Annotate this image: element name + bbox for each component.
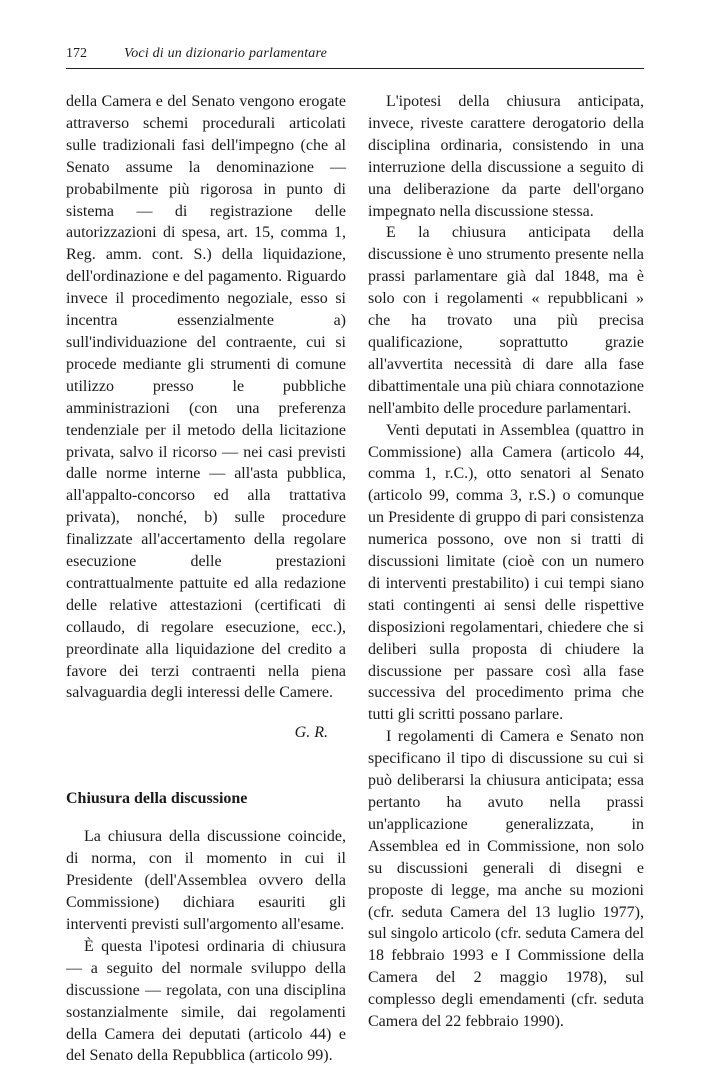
paragraph: della Camera e del Senato vengono erogate attraverso schemi procedurali articolati sulle tradizionali fasi dell'impegno (che al Senato assume la denominazione — probabilmente più rigorosa in punto di sistema — di registrazione delle autorizzazioni di spesa, art. 15, comma 1, Reg. amm. cont. S.) della liquidazione, dell'ordinazione e del pagamento. Riguardo invece il procedimento negoziale, esso si incentra essenzialmente a) sull'individuazione del contraente, cui si procede mediante gli strumenti di comune utilizzo presso le pubbliche amministrazioni (con una preferenza tendenziale per il metodo della licitazione privata, salvo il ricorso — nei casi previsti dalle norme interne — all'asta pubblica, all'appalto-concorso ed alla trattativa privata), nonché, b) sulle procedure finalizzate all'accertamento della regolare esecuzione delle prestazioni contrattualmente pattuite ed alla redazione delle relative attestazioni (certificati di collaudo, di regolare esecuzione, ecc.), preordinate alla liquidazione del credito a favore dei terzi contraenti nella piena salvaguardia degli interessi delle Camere. (66, 93, 346, 702)
right-column (368, 91, 644, 1033)
section-title: Chiusura della discussione (66, 790, 248, 808)
paragraph: L'ipotesi della chiusura anticipata, invece, riveste carattere derogatorio della disciplina ordinaria, consistendo in una interruzione della discussione a seguito di una deliberazione da parte dell'organo impegnato nella discussione stessa. (368, 93, 644, 220)
running-title: Voci di un dizionario parlamentare (124, 46, 328, 61)
paragraph: È questa l'ipotesi ordinaria di chiusura — a seguito del normale sviluppo della discussione — regolata, con una disciplina sostanzialmente simile, dai regolamenti della Camera dei deputati (articolo 44) e del Senato della Repubblica (articolo 99). (66, 937, 346, 1065)
author-signature: G. R. (294, 724, 328, 742)
paragraph: I regolamenti di Camera e Senato non specificano il tipo di discussione su cui si può deliberarsi la chiusura anticipata; essa pertanto ha avuto nella prassi un'applicazione generalizzata, in Assemblea ed in Commissione, non solo su discussioni generali di disegni e proposte di legge, ma anche su mozioni (cfr. seduta Camera del 13 luglio 1977), sul singolo articolo (cfr. seduta Camera del 18 febbraio 1993 e I Commissione della Camera del 2 maggio 1978), sul complesso degli emendamenti (cfr. seduta Camera del 22 febbraio 1990). (368, 728, 644, 1031)
running-header (66, 46, 644, 69)
paragraph: Venti deputati in Assemblea (quattro in Commissione) alla Camera (articolo 44, comma 1, r.C.), otto senatori al Senato (articolo 99, comma 3, r.S.) o comunque un Presidente di gruppo di pari consistenza numerica possono, ove non si tratti di discussioni limitate (cioè con un numero di interventi prestabilito) i cui tempi siano stati contingenti ai sensi delle rispettive disposizioni regolamentari, chiedere che si deliberi sulla proposta di chiudere la discussione per passare così alla fase successiva del procedimento prima che tutti gli scritti possano parlare. (368, 421, 644, 724)
page-number: 172 (66, 46, 87, 61)
paragraph: La chiusura della discussione coincide, di norma, con il momento in cui il Presidente (dell'Assemblea ovvero della Commissione) dichiara esauriti gli interventi previsti sull'argomento all'esame. (66, 828, 346, 933)
left-column (66, 91, 346, 1067)
paragraph: E la chiusura anticipata della discussione è uno strumento presente nella prassi parlamentare già dal 1848, ma è solo con i regolamenti « repubblicani » che ha trovato una più precisa qualificazione, soprattutto grazie all'avvertita necessità di dare alla fase dibattimentale una più chiara connotazione nell'ambito delle procedure parlamentari. (368, 224, 644, 417)
